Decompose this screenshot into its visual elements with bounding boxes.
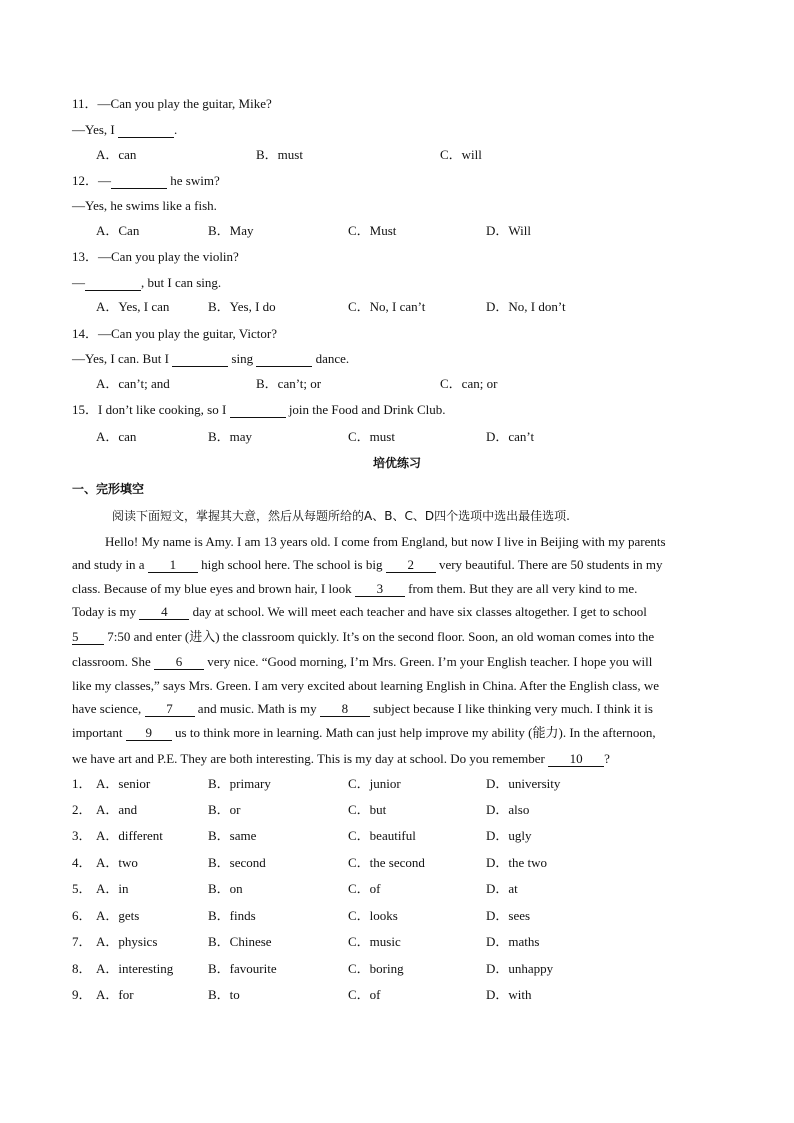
- passage-line: classroom. She 6 very nice. “Good morning, I’m Mrs. Green. I’m your English teacher. I hope you will: [72, 654, 653, 669]
- question-15-stem: 15．I don’t like cooking, so I join the Food and Drink Club.: [72, 402, 446, 417]
- option-b: B．may: [208, 429, 253, 444]
- cloze-option-a: A．two: [96, 855, 138, 870]
- option-c: C．can; or: [440, 376, 498, 391]
- passage-line: like my classes,” says Mrs. Green. I am very excited about learning English in China. After the English class, we: [72, 678, 660, 693]
- cloze-option-c: C．beautiful: [348, 828, 416, 843]
- question-11-stem: 11．—Can you play the guitar, Mike?: [72, 96, 272, 111]
- cloze-option-b: B．on: [208, 881, 243, 896]
- section-title: 培优练习: [372, 456, 421, 470]
- question-13-stem: 13．—Can you play the violin?: [72, 249, 239, 264]
- cloze-option-b: B．finds: [208, 908, 256, 923]
- cloze-question-number: 3．: [72, 828, 92, 843]
- blank-3: 3: [355, 582, 405, 597]
- option-a: A．Yes, I can: [96, 299, 170, 314]
- cloze-option-c: C．looks: [348, 908, 398, 923]
- cloze-option-a: A．senior: [96, 776, 151, 791]
- blank-1: 1: [148, 558, 198, 573]
- question-12-reply: —Yes, he swims like a fish.: [72, 198, 217, 213]
- cloze-option-b: B．or: [208, 802, 241, 817]
- answer-blank: [172, 352, 228, 367]
- cloze-option-c: C．boring: [348, 961, 404, 976]
- question-14-stem: 14．—Can you play the guitar, Victor?: [72, 326, 277, 341]
- cloze-option-c: C．junior: [348, 776, 401, 791]
- cloze-question-number: 2．: [72, 802, 92, 817]
- cloze-question-number: 9．: [72, 987, 92, 1002]
- cloze-option-c: C．music: [348, 934, 401, 949]
- blank-2: 2: [386, 558, 436, 573]
- cloze-option-b: B．Chinese: [208, 934, 272, 949]
- cloze-option-c: C．of: [348, 987, 381, 1002]
- cloze-option-a: A．physics: [96, 934, 158, 949]
- question-12-stem: 12．— he swim?: [72, 173, 220, 188]
- answer-blank: [118, 123, 174, 138]
- answer-blank: [111, 174, 167, 189]
- cloze-option-d: D．university: [486, 776, 561, 791]
- cloze-option-b: B．second: [208, 855, 266, 870]
- option-a: A．can: [96, 429, 137, 444]
- cloze-option-c: C．the second: [348, 855, 425, 870]
- option-d: D．Will: [486, 223, 531, 238]
- passage-line: Today is my 4 day at school. We will meet each teacher and have six classes altogether. I get to school: [72, 604, 647, 619]
- cloze-option-a: A．different: [96, 828, 163, 843]
- question-11-reply: —Yes, I .: [72, 122, 178, 137]
- part-heading: 一、完形填空: [72, 482, 145, 496]
- blank-10: 10: [548, 752, 604, 767]
- blank-7: 7: [145, 702, 195, 717]
- option-b: B．can’t; or: [256, 376, 322, 391]
- cloze-option-d: D．maths: [486, 934, 540, 949]
- question-13-reply: — , but I can sing.: [72, 275, 222, 290]
- cloze-question-number: 5．: [72, 881, 92, 896]
- option-c: C．Must: [348, 223, 397, 238]
- cloze-option-b: B．primary: [208, 776, 271, 791]
- passage-line: class. Because of my blue eyes and brown hair, I look 3 from them. But they are all very kind to me.: [72, 581, 638, 596]
- cloze-option-d: D．unhappy: [486, 961, 554, 976]
- blank-6: 6: [154, 655, 204, 670]
- blank-4: 4: [139, 605, 189, 620]
- answer-blank: [85, 276, 141, 291]
- cloze-question-number: 1．: [72, 776, 92, 791]
- passage-line: have science, 7 and music. Math is my 8 subject because I like thinking very much. I think it is: [72, 701, 653, 716]
- passage-line: 5 7:50 and enter (进入) the classroom quickly. It’s on the second floor. Soon, an old woman comes into the: [72, 629, 655, 644]
- cloze-option-d: D．ugly: [486, 828, 532, 843]
- option-d: D．can’t: [486, 429, 535, 444]
- blank-9: 9: [126, 726, 172, 741]
- option-b: B．Yes, I do: [208, 299, 276, 314]
- cloze-option-a: A．interesting: [96, 961, 174, 976]
- answer-blank: [230, 403, 286, 418]
- cloze-option-d: D．also: [486, 802, 530, 817]
- option-c: C．will: [440, 147, 482, 162]
- passage-line: Hello! My name is Amy. I am 13 years old. I come from England, but now I live in Beijing with my parents: [105, 534, 666, 549]
- cloze-question-number: 4．: [72, 855, 92, 870]
- question-14-reply: —Yes, I can. But I sing dance.: [72, 351, 350, 366]
- option-c: C．No, I can’t: [348, 299, 426, 314]
- cloze-option-d: D．at: [486, 881, 518, 896]
- cloze-option-b: B．same: [208, 828, 257, 843]
- cloze-option-d: D．with: [486, 987, 532, 1002]
- blank-8: 8: [320, 702, 370, 717]
- cloze-question-number: 8．: [72, 961, 92, 976]
- passage-line: important 9 us to think more in learning. Math can just help improve my ability (能力). In the afternoon,: [72, 725, 656, 740]
- cloze-option-c: C．of: [348, 881, 381, 896]
- cloze-option-d: D．the two: [486, 855, 548, 870]
- option-b: B．must: [256, 147, 303, 162]
- cloze-option-a: A．for: [96, 987, 134, 1002]
- cloze-question-number: 6．: [72, 908, 92, 923]
- cloze-option-c: C．but: [348, 802, 387, 817]
- blank-5: 5: [72, 630, 104, 645]
- cloze-option-d: D．sees: [486, 908, 531, 923]
- passage-line: we have art and P.E. They are both interesting. This is my day at school. Do you remember 10 ?: [72, 751, 610, 766]
- answer-blank: [256, 352, 312, 367]
- option-d: D．No, I don’t: [486, 299, 566, 314]
- cloze-option-a: A．and: [96, 802, 138, 817]
- option-b: B．May: [208, 223, 254, 238]
- passage-line: and study in a 1 high school here. The school is big 2 very beautiful. There are 50 students in my: [72, 557, 663, 572]
- option-a: A．can’t; and: [96, 376, 170, 391]
- cloze-question-number: 7．: [72, 934, 92, 949]
- option-c: C．must: [348, 429, 395, 444]
- instruction-text: 阅读下面短文，掌握其大意，然后从每题所给的A、B、C、D四个选项中选出最佳选项.: [112, 509, 570, 523]
- cloze-option-b: B．to: [208, 987, 240, 1002]
- option-a: A．Can: [96, 223, 140, 238]
- cloze-option-a: A．in: [96, 881, 129, 896]
- cloze-option-b: B．favourite: [208, 961, 277, 976]
- option-a: A．can: [96, 147, 137, 162]
- cloze-option-a: A．gets: [96, 908, 140, 923]
